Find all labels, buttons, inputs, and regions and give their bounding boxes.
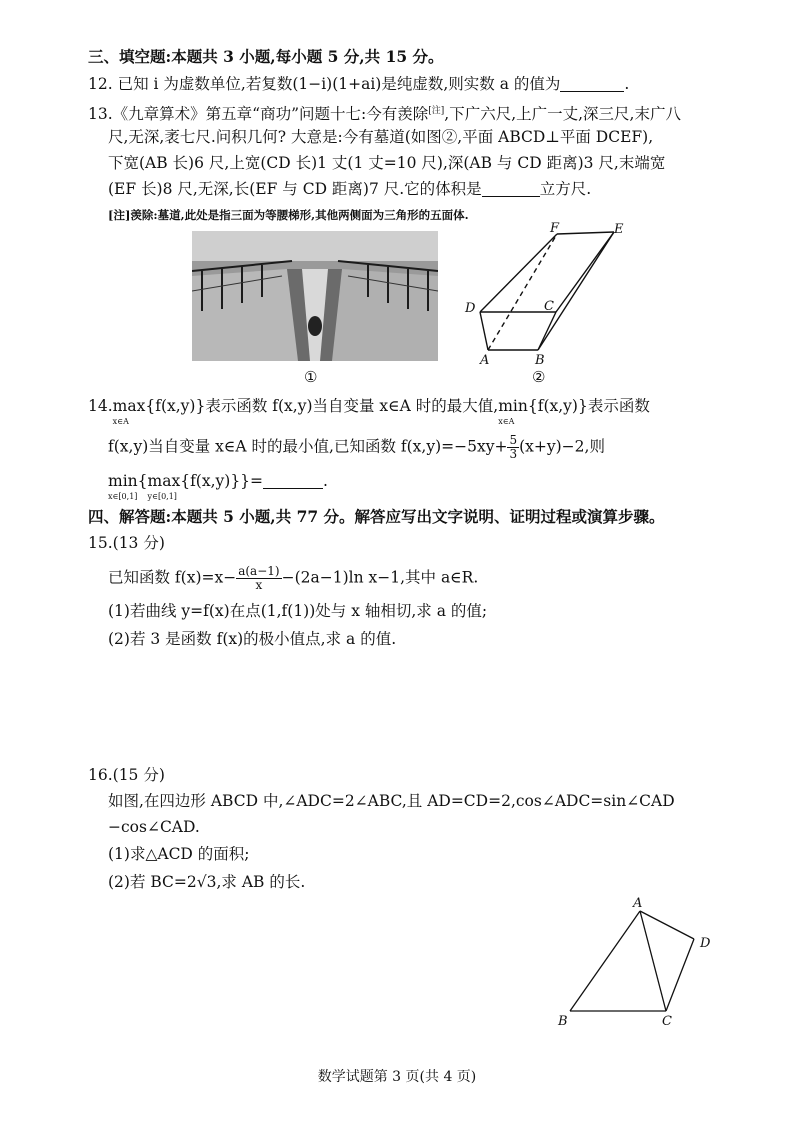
q15-function: [108, 565, 478, 592]
segment-AC: [640, 911, 666, 1011]
q14-inner-max-sub: y∈[0,1]: [147, 492, 177, 501]
q15-func-b: −(2a−1)ln x−1,其中 a∈R.: [281, 568, 479, 587]
segment-DC: [666, 939, 694, 1011]
point-C: C: [544, 299, 554, 314]
q15-func-a: 已知函数 f(x)=x−: [108, 568, 237, 587]
q13-line4-b: 立方尺.: [539, 180, 592, 198]
q15-part2: (2)若 3 是函数 f(x)的极小值点,求 a 的值.: [108, 630, 397, 648]
segment-AD: [640, 911, 694, 939]
edge-FE: [557, 232, 614, 234]
q14-line2: [108, 434, 605, 461]
q13-line2: 尺,无深,袤七尺.问积几何? 大意是:今有墓道(如图②,平面 ABCD⊥平面 DCEF),: [108, 128, 654, 146]
q15-frac-num: a(a−1): [238, 564, 280, 578]
q15-frac-den: x: [255, 578, 263, 592]
q14-frac-den: 3: [509, 447, 518, 461]
q14-answer-blank[interactable]: [263, 472, 323, 489]
quadrilateral-figure: [550, 895, 720, 1030]
point-B: B: [558, 1014, 568, 1029]
q13-line3: 下宽(AB 长)6 尺,上宽(CD 长)1 丈(1 丈=10 尺),深(AB 与 CD 距离)3 尺,末端宽: [108, 154, 666, 172]
edge-CB: [538, 312, 556, 350]
q14-line2-b: (x+y)−2,则: [519, 437, 605, 456]
point-B: B: [535, 353, 545, 367]
q16-part1: (1)求△ACD 的面积;: [108, 845, 250, 863]
point-D: D: [465, 301, 476, 316]
q16-line1: 如图,在四边形 ABCD 中,∠ADC=2∠ABC,且 AD=CD=2,cos∠ADC=sin∠CAD: [108, 792, 675, 810]
edge-BE: [538, 232, 614, 350]
point-C: C: [662, 1014, 672, 1029]
q12-answer-blank[interactable]: [560, 75, 624, 92]
point-F: F: [550, 222, 560, 236]
pentahedron-figure: [460, 222, 630, 367]
section3-title: 三、填空题:本题共 3 小题,每小题 5 分,共 15 分。: [88, 47, 444, 66]
section4-title: 四、解答题:本题共 5 小题,共 77 分。解答应写出文字说明、证明过程或演算步骤。: [88, 507, 665, 526]
q12-text: 12. 已知 i 为虚数单位,若复数(1−i)(1+ai)是纯虚数,则实数 a 的值为: [88, 75, 561, 93]
q14-outer-min: min: [108, 472, 138, 490]
point-D: D: [700, 936, 711, 951]
q13-line1-b: ,下广六尺,上广一丈,深三尺,末广八: [444, 105, 681, 124]
q13-line1-a: 13.《九章算术》第五章“商功”问题十七:今有羡除: [88, 105, 429, 124]
q14-line1-a: {f(x,y)}表示函数 f(x,y)当自变量 x∈A 时的最大值,: [145, 397, 499, 415]
q15-head: 15.(13 分): [88, 534, 165, 552]
q13-line4-a: (EF 长)8 尺,无深,长(EF 与 CD 距离)7 尺.它的体积是: [108, 180, 482, 198]
q14-max-sub: x∈A: [112, 417, 129, 426]
q14-line3: [108, 470, 328, 501]
q14-number: 14.: [88, 397, 113, 415]
segment-AB: [570, 911, 640, 1011]
page-footer: 数学试题第 3 页(共 4 页): [317, 1069, 477, 1085]
q14-min-op: min: [498, 397, 528, 415]
edge-CE: [556, 232, 614, 312]
q14-min-sub: x∈A: [498, 417, 515, 426]
q14-frac-num: 5: [509, 433, 518, 447]
q14-line2-a: f(x,y)当自变量 x∈A 时的最小值,已知函数 f(x,y)=−5xy+: [108, 437, 508, 456]
q14-line3-a: {: [137, 472, 148, 490]
edge-DA: [480, 312, 488, 350]
figure1-label: ①: [304, 368, 318, 386]
q14-max-op: max: [112, 397, 146, 415]
q13-note-ref: [注]: [428, 106, 445, 116]
point-A: A: [633, 896, 643, 911]
point-E: E: [614, 222, 624, 237]
q13-answer-blank[interactable]: [482, 180, 540, 197]
tomb-passage-drawing: [192, 231, 438, 361]
q13-line1: [88, 100, 681, 125]
q12-end: .: [624, 75, 630, 93]
q14-line3-b: {f(x,y)}}=: [180, 472, 264, 490]
q16-head: 16.(15 分): [88, 766, 165, 784]
q14-outer-min-sub: x∈[0,1]: [108, 492, 138, 501]
q13-line4: [108, 178, 591, 200]
figure2-label: ②: [532, 368, 546, 386]
q16-part2: (2)若 BC=2√3,求 AB 的长.: [108, 873, 306, 891]
q14-inner-max: max: [147, 472, 181, 490]
q14-end: .: [323, 472, 328, 490]
q16-line2: −cos∠CAD.: [108, 818, 200, 836]
q13-note: [注]羡除:墓道,此处是指三面为等腰梯形,其他两侧面为三角形的五面体.: [108, 208, 469, 222]
q14-line1-b: {f(x,y)}表示函数: [527, 397, 650, 415]
question-12: [88, 73, 629, 95]
q15-part1: (1)若曲线 y=f(x)在点(1,f(1))处与 x 轴相切,求 a 的值;: [108, 602, 488, 620]
q14-line1: [88, 395, 650, 426]
point-A: A: [480, 353, 490, 367]
tomb-passage-photo: [192, 231, 438, 361]
